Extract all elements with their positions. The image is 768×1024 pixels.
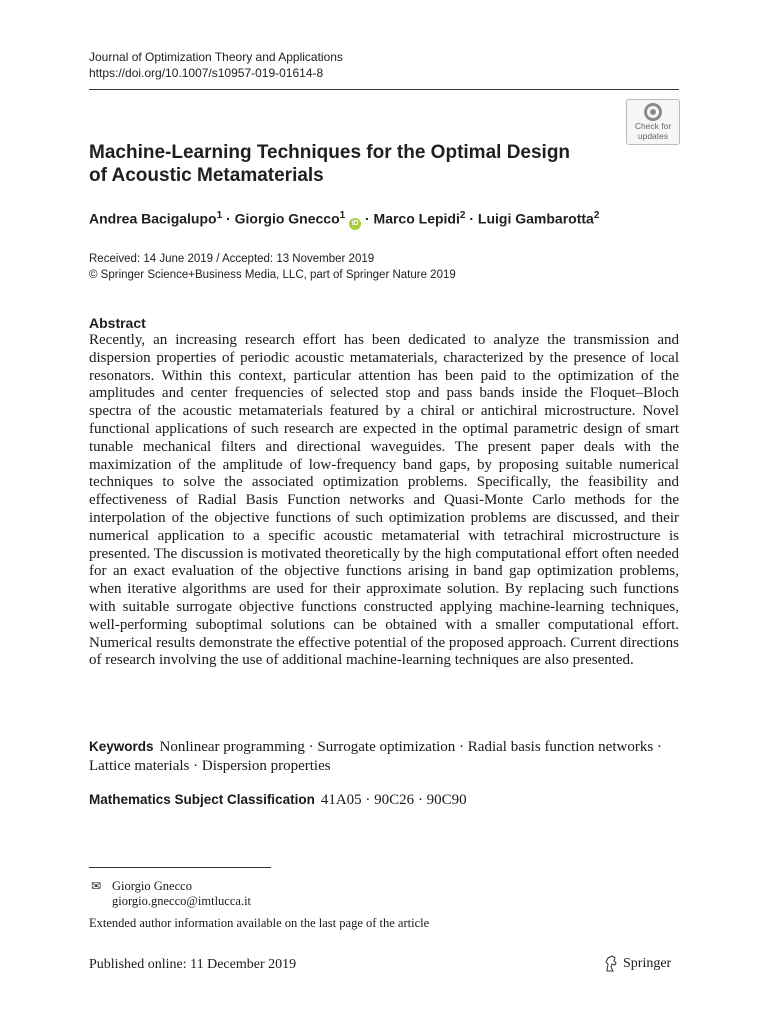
badge-line-2: updates: [637, 131, 669, 141]
title-line-2: of Acoustic Metamaterials: [89, 165, 324, 186]
crossmark-icon: [644, 103, 662, 121]
publisher-logo: [603, 955, 671, 973]
publisher-name: Springer: [623, 956, 672, 971]
envelope-icon: ✉: [90, 879, 102, 893]
author-affiliation: 2: [593, 210, 600, 221]
author-separator: ·: [469, 210, 475, 227]
title-line-1: Machine-Learning Techniques for the Optimal Design: [89, 142, 571, 163]
doi-link[interactable]: https://doi.org/10.1007/s10957-019-01614-8: [89, 66, 324, 80]
keywords-text: Nonlinear programming · Surrogate optimization · Radial basis function networks · Lattice materials · Dispersion properties: [89, 739, 662, 774]
author-affiliation: 1: [216, 210, 223, 221]
corresponding-author: Giorgio Gnecco: [112, 879, 192, 893]
keywords-label: Keywords: [89, 739, 154, 754]
copyright: © Springer Science+Business Media, LLC, part of Springer Nature 2019: [89, 269, 456, 281]
header-divider: [89, 89, 679, 90]
badge-line-1: Check for: [634, 121, 672, 131]
author-name[interactable]: Giorgio Gnecco: [234, 210, 340, 227]
author-email[interactable]: giorgio.gnecco@imtlucca.it: [112, 894, 252, 908]
author-name[interactable]: Luigi Gambarotta: [477, 210, 594, 227]
msc-codes: 41A05 · 90C26 · 90C90: [320, 792, 467, 808]
published-online: Published online: 11 December 2019: [89, 957, 297, 972]
msc-label: Mathematics Subject Classification: [89, 792, 315, 807]
author-affiliation: 2: [459, 210, 466, 221]
paper-title: [89, 141, 609, 187]
publication-dates: [89, 251, 456, 283]
keywords: [89, 737, 679, 776]
footnote-divider: [89, 867, 271, 868]
check-for-updates-badge[interactable]: [626, 99, 680, 145]
abstract-heading: Abstract: [89, 315, 146, 331]
author-name[interactable]: Marco Lepidi: [373, 210, 460, 227]
author-separator: ·: [364, 210, 370, 227]
springer-horse-icon: [603, 955, 619, 973]
correspondence: [89, 879, 251, 909]
extended-author-info: Extended author information available on the last page of the article: [89, 916, 430, 930]
author-name[interactable]: Andrea Bacigalupo: [89, 210, 217, 227]
author-list: [89, 210, 599, 230]
abstract-text: Recently, an increasing research effort has been dedicated to analyze the transmission and dispersion properties of periodic acoustic metamaterials, characterized by the presence of local resonators. Within this context, particular attention has been paid to the optimization of the amplitudes and center frequencies of selected stop and pass bands inside the Floquet–Bloch spectra of the acoustic metamaterials featured by a chiral or antichiral microstructure. Novel functional applications of such research are expected in the optimal parametric design of smart tunable mechanical filters and directional waveguides. The present paper deals with the maximization of the amplitude of low-frequency band gaps, by proposing suitable numerical techniques to solve the associated optimization problems. Specifically, the feasibility and effectiveness of Radial Basis Function networks and Quasi-Monte Carlo methods for the interpolation of the objective functions of such optimization problems are discussed, and their numerical application to a specific acoustic metamaterial with tetrachiral microstructure is presented. The discussion is motivated theoretically by the high computational effort often needed for an exact evaluation of the objective functions arising in band gap optimization problems, when iterative algorithms are used for their approximate solution. By replacing such functions with suitable surrogate objective functions constructed applying machine-learning techniques, well-performing suboptimal solutions can be obtained with a smaller computational effort. Numerical results demonstrate the effective potential of the proposed approach. Current directions of research involving the use of additional machine-learning techniques are also presented.: [89, 332, 679, 669]
author-separator: ·: [226, 210, 231, 227]
msc-classification: [89, 792, 467, 809]
journal-name: Journal of Optimization Theory and Applications: [89, 50, 343, 64]
author-affiliation: 1: [339, 210, 346, 221]
orcid-icon[interactable]: iD: [349, 218, 361, 230]
received-accepted: Received: 14 June 2019 / Accepted: 13 November 2019: [89, 253, 375, 265]
journal-header: [89, 49, 343, 81]
